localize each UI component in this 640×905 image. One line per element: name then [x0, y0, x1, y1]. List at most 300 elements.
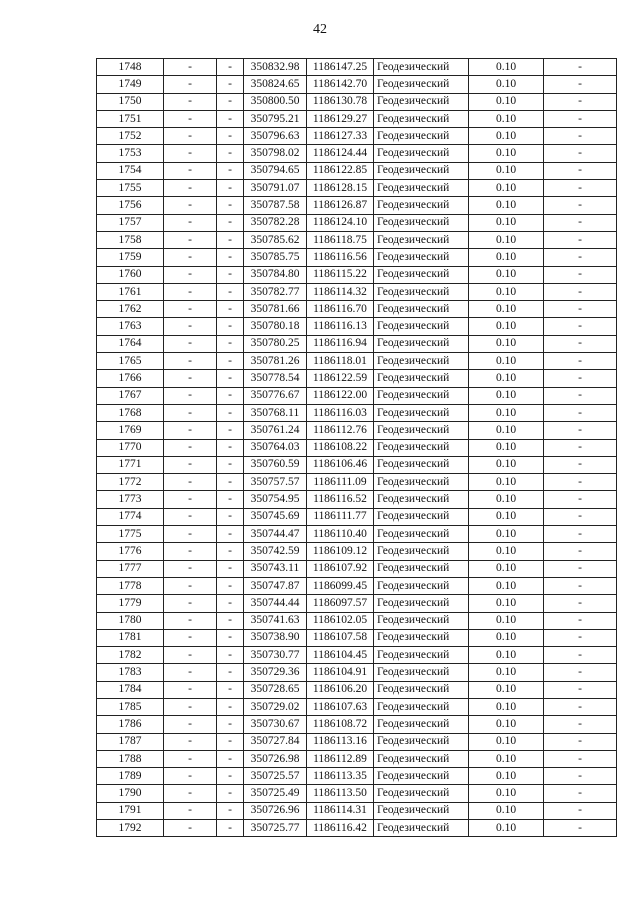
table-row	[97, 716, 617, 733]
dash-cell-3: -	[544, 387, 617, 404]
dash-cell-2: -	[217, 439, 244, 456]
table-row	[97, 301, 617, 318]
dash-cell-1: -	[164, 716, 217, 733]
dash-cell-1: -	[164, 162, 217, 179]
y-coordinate-cell: 1186128.15	[307, 180, 374, 197]
dash-cell-3: -	[544, 180, 617, 197]
dash-cell-3: -	[544, 526, 617, 543]
y-coordinate-cell: 1186106.46	[307, 456, 374, 473]
x-coordinate-cell: 350782.28	[244, 214, 307, 231]
accuracy-cell: 0.10	[469, 353, 544, 370]
method-cell: Геодезический	[374, 180, 469, 197]
dash-cell-2: -	[217, 214, 244, 231]
dash-cell-3: -	[544, 785, 617, 802]
table-row	[97, 802, 617, 819]
point-number-cell: 1765	[97, 353, 164, 370]
table-row	[97, 698, 617, 715]
point-number-cell: 1752	[97, 128, 164, 145]
dash-cell-2: -	[217, 197, 244, 214]
table-row	[97, 266, 617, 283]
method-cell: Геодезический	[374, 733, 469, 750]
method-cell: Геодезический	[374, 318, 469, 335]
dash-cell-1: -	[164, 439, 217, 456]
y-coordinate-cell: 1186118.01	[307, 353, 374, 370]
dash-cell-3: -	[544, 543, 617, 560]
method-cell: Геодезический	[374, 353, 469, 370]
point-number-cell: 1791	[97, 802, 164, 819]
point-number-cell: 1748	[97, 59, 164, 76]
x-coordinate-cell: 350780.18	[244, 318, 307, 335]
table-row	[97, 335, 617, 352]
dash-cell-2: -	[217, 110, 244, 127]
point-number-cell: 1750	[97, 93, 164, 110]
method-cell: Геодезический	[374, 474, 469, 491]
dash-cell-1: -	[164, 629, 217, 646]
dash-cell-2: -	[217, 733, 244, 750]
dash-cell-1: -	[164, 283, 217, 300]
accuracy-cell: 0.10	[469, 249, 544, 266]
method-cell: Геодезический	[374, 577, 469, 594]
dash-cell-2: -	[217, 820, 244, 837]
accuracy-cell: 0.10	[469, 335, 544, 352]
x-coordinate-cell: 350726.98	[244, 750, 307, 767]
dash-cell-3: -	[544, 750, 617, 767]
y-coordinate-cell: 1186104.45	[307, 647, 374, 664]
x-coordinate-cell: 350781.66	[244, 301, 307, 318]
table-row	[97, 318, 617, 335]
dash-cell-3: -	[544, 456, 617, 473]
accuracy-cell: 0.10	[469, 698, 544, 715]
y-coordinate-cell: 1186129.27	[307, 110, 374, 127]
x-coordinate-cell: 350727.84	[244, 733, 307, 750]
dash-cell-2: -	[217, 128, 244, 145]
dash-cell-2: -	[217, 266, 244, 283]
method-cell: Геодезический	[374, 197, 469, 214]
point-number-cell: 1749	[97, 76, 164, 93]
dash-cell-2: -	[217, 387, 244, 404]
dash-cell-1: -	[164, 560, 217, 577]
table-row	[97, 370, 617, 387]
dash-cell-1: -	[164, 768, 217, 785]
dash-cell-2: -	[217, 474, 244, 491]
y-coordinate-cell: 1186104.91	[307, 664, 374, 681]
dash-cell-2: -	[217, 318, 244, 335]
y-coordinate-cell: 1186114.32	[307, 283, 374, 300]
table-row	[97, 59, 617, 76]
accuracy-cell: 0.10	[469, 214, 544, 231]
dash-cell-3: -	[544, 145, 617, 162]
x-coordinate-cell: 350776.67	[244, 387, 307, 404]
y-coordinate-cell: 1186147.25	[307, 59, 374, 76]
dash-cell-1: -	[164, 145, 217, 162]
dash-cell-2: -	[217, 283, 244, 300]
accuracy-cell: 0.10	[469, 474, 544, 491]
x-coordinate-cell: 350725.77	[244, 820, 307, 837]
x-coordinate-cell: 350824.65	[244, 76, 307, 93]
dash-cell-3: -	[544, 439, 617, 456]
y-coordinate-cell: 1186116.03	[307, 404, 374, 421]
y-coordinate-cell: 1186110.40	[307, 526, 374, 543]
table-row	[97, 93, 617, 110]
accuracy-cell: 0.10	[469, 266, 544, 283]
table-row	[97, 577, 617, 594]
dash-cell-1: -	[164, 266, 217, 283]
dash-cell-1: -	[164, 301, 217, 318]
point-number-cell: 1789	[97, 768, 164, 785]
table-row	[97, 560, 617, 577]
accuracy-cell: 0.10	[469, 76, 544, 93]
dash-cell-3: -	[544, 820, 617, 837]
point-number-cell: 1766	[97, 370, 164, 387]
table-row	[97, 197, 617, 214]
x-coordinate-cell: 350796.63	[244, 128, 307, 145]
table-row	[97, 110, 617, 127]
y-coordinate-cell: 1186126.87	[307, 197, 374, 214]
dash-cell-2: -	[217, 59, 244, 76]
table-row	[97, 750, 617, 767]
x-coordinate-cell: 350738.90	[244, 629, 307, 646]
dash-cell-1: -	[164, 93, 217, 110]
accuracy-cell: 0.10	[469, 491, 544, 508]
point-number-cell: 1788	[97, 750, 164, 767]
x-coordinate-cell: 350744.44	[244, 595, 307, 612]
method-cell: Геодезический	[374, 664, 469, 681]
dash-cell-2: -	[217, 768, 244, 785]
dash-cell-2: -	[217, 629, 244, 646]
x-coordinate-cell: 350764.03	[244, 439, 307, 456]
x-coordinate-cell: 350730.77	[244, 647, 307, 664]
y-coordinate-cell: 1186115.22	[307, 266, 374, 283]
dash-cell-3: -	[544, 197, 617, 214]
dash-cell-2: -	[217, 664, 244, 681]
dash-cell-2: -	[217, 612, 244, 629]
dash-cell-2: -	[217, 180, 244, 197]
method-cell: Геодезический	[374, 526, 469, 543]
point-number-cell: 1774	[97, 508, 164, 525]
y-coordinate-cell: 1186122.59	[307, 370, 374, 387]
dash-cell-3: -	[544, 214, 617, 231]
point-number-cell: 1781	[97, 629, 164, 646]
dash-cell-3: -	[544, 162, 617, 179]
y-coordinate-cell: 1186107.58	[307, 629, 374, 646]
coordinates-table	[96, 58, 617, 837]
point-number-cell: 1777	[97, 560, 164, 577]
table-row	[97, 214, 617, 231]
table-row	[97, 543, 617, 560]
x-coordinate-cell: 350795.21	[244, 110, 307, 127]
table-row	[97, 145, 617, 162]
dash-cell-1: -	[164, 59, 217, 76]
dash-cell-2: -	[217, 335, 244, 352]
table-row	[97, 733, 617, 750]
y-coordinate-cell: 1186130.78	[307, 93, 374, 110]
method-cell: Геодезический	[374, 456, 469, 473]
accuracy-cell: 0.10	[469, 629, 544, 646]
dash-cell-3: -	[544, 733, 617, 750]
table-row	[97, 629, 617, 646]
accuracy-cell: 0.10	[469, 595, 544, 612]
dash-cell-3: -	[544, 59, 617, 76]
dash-cell-1: -	[164, 456, 217, 473]
method-cell: Геодезический	[374, 145, 469, 162]
method-cell: Геодезический	[374, 93, 469, 110]
accuracy-cell: 0.10	[469, 664, 544, 681]
accuracy-cell: 0.10	[469, 681, 544, 698]
method-cell: Геодезический	[374, 231, 469, 248]
table-row	[97, 647, 617, 664]
dash-cell-3: -	[544, 768, 617, 785]
method-cell: Геодезический	[374, 750, 469, 767]
y-coordinate-cell: 1186113.35	[307, 768, 374, 785]
dash-cell-2: -	[217, 577, 244, 594]
point-number-cell: 1768	[97, 404, 164, 421]
page-number: 42	[313, 22, 327, 37]
x-coordinate-cell: 350787.58	[244, 197, 307, 214]
x-coordinate-cell: 350782.77	[244, 283, 307, 300]
dash-cell-2: -	[217, 508, 244, 525]
point-number-cell: 1753	[97, 145, 164, 162]
dash-cell-3: -	[544, 283, 617, 300]
dash-cell-2: -	[217, 404, 244, 421]
dash-cell-2: -	[217, 750, 244, 767]
method-cell: Геодезический	[374, 595, 469, 612]
y-coordinate-cell: 1186116.94	[307, 335, 374, 352]
table-row	[97, 162, 617, 179]
table-row	[97, 128, 617, 145]
table-row	[97, 681, 617, 698]
dash-cell-2: -	[217, 560, 244, 577]
y-coordinate-cell: 1186122.85	[307, 162, 374, 179]
accuracy-cell: 0.10	[469, 162, 544, 179]
dash-cell-3: -	[544, 681, 617, 698]
method-cell: Геодезический	[374, 214, 469, 231]
y-coordinate-cell: 1186142.70	[307, 76, 374, 93]
dash-cell-1: -	[164, 526, 217, 543]
accuracy-cell: 0.10	[469, 560, 544, 577]
y-coordinate-cell: 1186116.13	[307, 318, 374, 335]
table-row	[97, 820, 617, 837]
y-coordinate-cell: 1186122.00	[307, 387, 374, 404]
y-coordinate-cell: 1186113.16	[307, 733, 374, 750]
table-row	[97, 526, 617, 543]
point-number-cell: 1759	[97, 249, 164, 266]
table-row	[97, 249, 617, 266]
accuracy-cell: 0.10	[469, 439, 544, 456]
dash-cell-1: -	[164, 318, 217, 335]
dash-cell-2: -	[217, 353, 244, 370]
point-number-cell: 1792	[97, 820, 164, 837]
point-number-cell: 1758	[97, 231, 164, 248]
x-coordinate-cell: 350785.62	[244, 231, 307, 248]
point-number-cell: 1776	[97, 543, 164, 560]
method-cell: Геодезический	[374, 266, 469, 283]
table-row	[97, 283, 617, 300]
dash-cell-1: -	[164, 664, 217, 681]
dash-cell-2: -	[217, 681, 244, 698]
dash-cell-2: -	[217, 526, 244, 543]
accuracy-cell: 0.10	[469, 404, 544, 421]
accuracy-cell: 0.10	[469, 180, 544, 197]
dash-cell-3: -	[544, 422, 617, 439]
y-coordinate-cell: 1186106.20	[307, 681, 374, 698]
dash-cell-3: -	[544, 647, 617, 664]
point-number-cell: 1762	[97, 301, 164, 318]
point-number-cell: 1751	[97, 110, 164, 127]
method-cell: Геодезический	[374, 283, 469, 300]
method-cell: Геодезический	[374, 802, 469, 819]
method-cell: Геодезический	[374, 820, 469, 837]
method-cell: Геодезический	[374, 560, 469, 577]
dash-cell-3: -	[544, 664, 617, 681]
dash-cell-3: -	[544, 353, 617, 370]
dash-cell-3: -	[544, 318, 617, 335]
dash-cell-1: -	[164, 612, 217, 629]
x-coordinate-cell: 350800.50	[244, 93, 307, 110]
x-coordinate-cell: 350780.25	[244, 335, 307, 352]
method-cell: Геодезический	[374, 681, 469, 698]
method-cell: Геодезический	[374, 422, 469, 439]
accuracy-cell: 0.10	[469, 647, 544, 664]
dash-cell-3: -	[544, 231, 617, 248]
method-cell: Геодезический	[374, 387, 469, 404]
table-row	[97, 474, 617, 491]
dash-cell-2: -	[217, 145, 244, 162]
dash-cell-2: -	[217, 370, 244, 387]
dash-cell-3: -	[544, 560, 617, 577]
dash-cell-1: -	[164, 647, 217, 664]
dash-cell-3: -	[544, 491, 617, 508]
y-coordinate-cell: 1186124.10	[307, 214, 374, 231]
point-number-cell: 1755	[97, 180, 164, 197]
dash-cell-2: -	[217, 231, 244, 248]
x-coordinate-cell: 350798.02	[244, 145, 307, 162]
dash-cell-3: -	[544, 577, 617, 594]
y-coordinate-cell: 1186114.31	[307, 802, 374, 819]
point-number-cell: 1790	[97, 785, 164, 802]
table-row	[97, 785, 617, 802]
dash-cell-2: -	[217, 802, 244, 819]
dash-cell-1: -	[164, 698, 217, 715]
x-coordinate-cell: 350761.24	[244, 422, 307, 439]
y-coordinate-cell: 1186112.89	[307, 750, 374, 767]
point-number-cell: 1763	[97, 318, 164, 335]
accuracy-cell: 0.10	[469, 802, 544, 819]
x-coordinate-cell: 350725.49	[244, 785, 307, 802]
y-coordinate-cell: 1186111.77	[307, 508, 374, 525]
accuracy-cell: 0.10	[469, 526, 544, 543]
point-number-cell: 1769	[97, 422, 164, 439]
point-number-cell: 1761	[97, 283, 164, 300]
x-coordinate-cell: 350794.65	[244, 162, 307, 179]
dash-cell-1: -	[164, 249, 217, 266]
x-coordinate-cell: 350768.11	[244, 404, 307, 421]
dash-cell-2: -	[217, 456, 244, 473]
point-number-cell: 1778	[97, 577, 164, 594]
dash-cell-3: -	[544, 249, 617, 266]
y-coordinate-cell: 1186108.72	[307, 716, 374, 733]
dash-cell-2: -	[217, 301, 244, 318]
dash-cell-2: -	[217, 93, 244, 110]
dash-cell-1: -	[164, 422, 217, 439]
x-coordinate-cell: 350778.54	[244, 370, 307, 387]
point-number-cell: 1773	[97, 491, 164, 508]
dash-cell-3: -	[544, 335, 617, 352]
method-cell: Геодезический	[374, 629, 469, 646]
table-row	[97, 456, 617, 473]
y-coordinate-cell: 1186099.45	[307, 577, 374, 594]
point-number-cell: 1784	[97, 681, 164, 698]
x-coordinate-cell: 350743.11	[244, 560, 307, 577]
y-coordinate-cell: 1186116.42	[307, 820, 374, 837]
method-cell: Геодезический	[374, 439, 469, 456]
point-number-cell: 1783	[97, 664, 164, 681]
method-cell: Геодезический	[374, 128, 469, 145]
dash-cell-2: -	[217, 249, 244, 266]
accuracy-cell: 0.10	[469, 301, 544, 318]
dash-cell-1: -	[164, 474, 217, 491]
accuracy-cell: 0.10	[469, 197, 544, 214]
accuracy-cell: 0.10	[469, 577, 544, 594]
table-body	[97, 59, 617, 837]
accuracy-cell: 0.10	[469, 733, 544, 750]
x-coordinate-cell: 350730.67	[244, 716, 307, 733]
method-cell: Геодезический	[374, 370, 469, 387]
point-number-cell: 1770	[97, 439, 164, 456]
dash-cell-3: -	[544, 612, 617, 629]
dash-cell-1: -	[164, 197, 217, 214]
dash-cell-2: -	[217, 785, 244, 802]
y-coordinate-cell: 1186107.92	[307, 560, 374, 577]
point-number-cell: 1772	[97, 474, 164, 491]
y-coordinate-cell: 1186097.57	[307, 595, 374, 612]
dash-cell-3: -	[544, 595, 617, 612]
method-cell: Геодезический	[374, 59, 469, 76]
dash-cell-2: -	[217, 647, 244, 664]
dash-cell-1: -	[164, 214, 217, 231]
x-coordinate-cell: 350747.87	[244, 577, 307, 594]
dash-cell-1: -	[164, 577, 217, 594]
dash-cell-3: -	[544, 128, 617, 145]
accuracy-cell: 0.10	[469, 612, 544, 629]
y-coordinate-cell: 1186111.09	[307, 474, 374, 491]
accuracy-cell: 0.10	[469, 820, 544, 837]
x-coordinate-cell: 350744.47	[244, 526, 307, 543]
dash-cell-1: -	[164, 750, 217, 767]
y-coordinate-cell: 1186116.70	[307, 301, 374, 318]
dash-cell-3: -	[544, 301, 617, 318]
dash-cell-2: -	[217, 698, 244, 715]
dash-cell-2: -	[217, 76, 244, 93]
x-coordinate-cell: 350725.57	[244, 768, 307, 785]
accuracy-cell: 0.10	[469, 456, 544, 473]
dash-cell-1: -	[164, 180, 217, 197]
table-row	[97, 508, 617, 525]
x-coordinate-cell: 350754.95	[244, 491, 307, 508]
x-coordinate-cell: 350784.80	[244, 266, 307, 283]
accuracy-cell: 0.10	[469, 128, 544, 145]
point-number-cell: 1754	[97, 162, 164, 179]
method-cell: Геодезический	[374, 698, 469, 715]
accuracy-cell: 0.10	[469, 716, 544, 733]
method-cell: Геодезический	[374, 491, 469, 508]
x-coordinate-cell: 350729.02	[244, 698, 307, 715]
accuracy-cell: 0.10	[469, 543, 544, 560]
table-row	[97, 422, 617, 439]
dash-cell-1: -	[164, 231, 217, 248]
method-cell: Геодезический	[374, 301, 469, 318]
method-cell: Геодезический	[374, 612, 469, 629]
y-coordinate-cell: 1186112.76	[307, 422, 374, 439]
